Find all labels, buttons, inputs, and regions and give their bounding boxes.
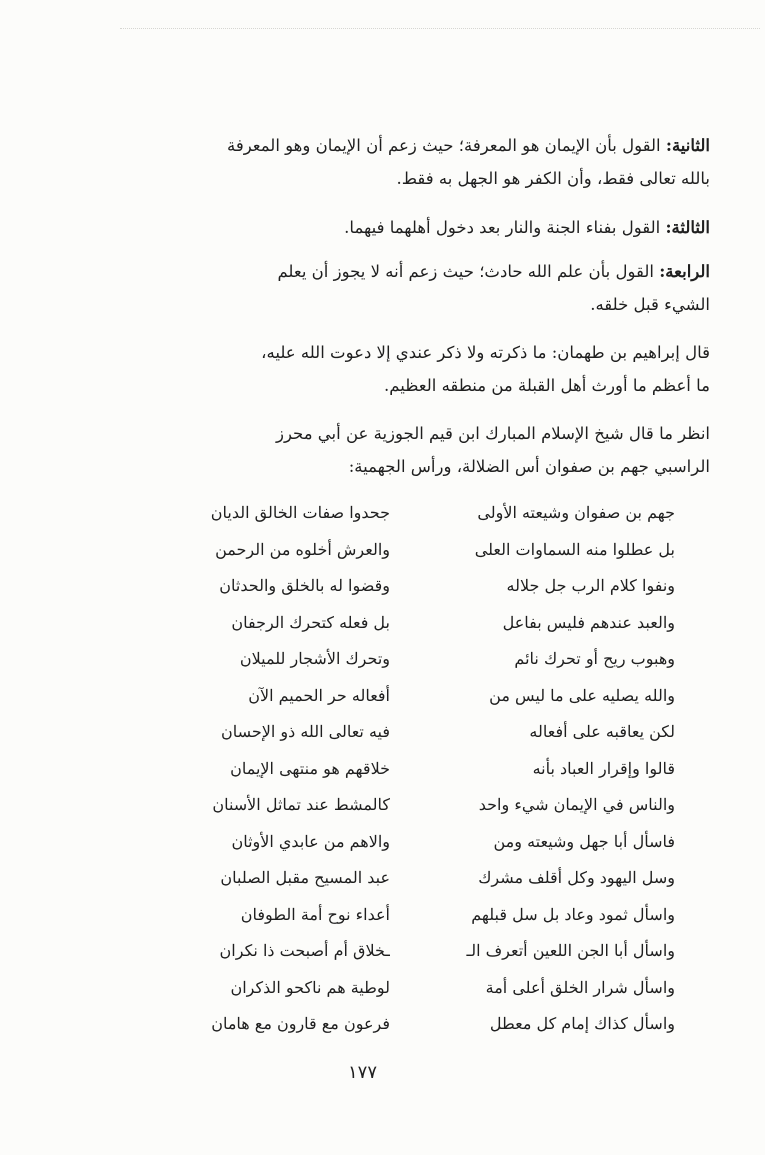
paragraph-line: انظر ما قال شيخ الإسلام المبارك ابن قيم الجوزية عن أبي محرز	[275, 424, 710, 443]
paragraph-text: القول بفناء الجنة والنار بعد دخول أهلهما فيهما.	[344, 218, 661, 237]
verse-second-hemistich: خلاقهم هو منتهى الإيمان	[230, 758, 390, 778]
verse-first-hemistich: والناس في الإيمان شيء واحد	[478, 795, 675, 814]
page-number: ١٧٧	[347, 1062, 377, 1083]
verse-first-hemistich: فاسأل أبا جهل وشيعته ومن	[493, 831, 675, 851]
poem-verse	[150, 678, 675, 715]
poem-verse	[150, 605, 675, 642]
poem-verse	[150, 824, 675, 861]
verse-first-hemistich: وهبوب ريح أو تحرك نائم	[514, 649, 675, 668]
poem-verse	[150, 495, 675, 532]
verse-second-hemistich: كالمشط عند تماثل الأسنان	[212, 795, 390, 814]
poem-verse	[150, 897, 675, 934]
verse-first-hemistich: واسأل ثمود وعاد بل سل قبلهم	[471, 904, 675, 924]
poem-verse	[150, 641, 675, 678]
verse-first-hemistich: واسأل أبا الجن اللعين أتعرف الـ	[466, 941, 675, 960]
paragraph-quote-ibrahim	[110, 336, 710, 402]
paragraph-intro-poem	[110, 417, 710, 483]
verse-second-hemistich: فرعون مع قارون مع هامان	[211, 1014, 390, 1033]
verse-first-hemistich: ونفوا كلام الرب جل جلاله	[506, 576, 675, 595]
paragraph-line	[110, 255, 710, 288]
paragraph-line: قال إبراهيم بن طهمان: ما ذكرته ولا ذكر عندي إلا دعوت الله عليه،	[261, 343, 710, 362]
paragraph-label: الرابعة:	[659, 262, 710, 281]
verse-second-hemistich: عبد المسيح مقبل الصلبان	[220, 868, 390, 887]
verse-first-hemistich: واسأل كذاك إمام كل معطل	[489, 1014, 675, 1033]
paragraph-line	[110, 211, 710, 244]
paragraph-line: ما أعظم ما أورث أهل القبلة من منطقه العظيم.	[384, 376, 710, 395]
verse-first-hemistich: لكن يعاقبه على أفعاله	[529, 722, 675, 741]
paragraph-second	[110, 129, 710, 195]
verse-second-hemistich: والعرش أخلوه من الرحمن	[215, 539, 390, 559]
poem-verse	[150, 1006, 675, 1043]
verse-second-hemistich: بل فعله كتحرك الرجفان	[231, 612, 390, 632]
verse-second-hemistich: لوطية هم ناكحو الذكران	[230, 977, 390, 997]
poem-verse	[150, 532, 675, 569]
poem	[150, 495, 675, 1043]
verse-first-hemistich: والعبد عندهم فليس بفاعل	[502, 612, 675, 632]
verse-second-hemistich: والاهم من عابدي الأوثان	[231, 831, 390, 851]
verse-first-hemistich: واسأل شرار الخلق أعلى أمة	[485, 977, 675, 997]
verse-second-hemistich: فيه تعالى الله ذو الإحسان	[220, 722, 390, 741]
verse-first-hemistich: جهم بن صفوان وشيعته الأولى	[477, 503, 675, 522]
verse-second-hemistich: أعداء نوح أمة الطوفان	[240, 904, 390, 924]
verse-second-hemistich: وقضوا له بالخلق والحدثان	[219, 576, 390, 595]
verse-second-hemistich: ـخلاق أم أصبحت ذا نكران	[219, 941, 390, 960]
paragraph-text: القول بأن علم الله حادث؛ حيث زعم أنه لا يجوز أن يعلم	[277, 262, 654, 281]
poem-verse	[150, 860, 675, 897]
verse-first-hemistich: والله يصليه على ما ليس من	[489, 685, 675, 705]
poem-verse	[150, 970, 675, 1007]
paragraph-line: الراسبي جهم بن صفوان أس الضلالة، ورأس الجهمية:	[348, 457, 710, 476]
verse-second-hemistich: جحدوا صفات الخالق الديان	[210, 503, 390, 522]
verse-second-hemistich: أفعاله حر الحميم الآن	[248, 685, 390, 705]
paragraph-line: بالله تعالى فقط، وأن الكفر هو الجهل به فقط.	[396, 169, 710, 188]
paragraph-label: الثالثة:	[665, 218, 710, 237]
verse-first-hemistich: بل عطلوا منه السماوات العلى	[474, 539, 675, 559]
paragraph-label: الثانية:	[665, 136, 710, 155]
top-rule	[120, 28, 760, 30]
poem-verse	[150, 933, 675, 970]
verse-first-hemistich: قالوا وإقرار العباد بأنه	[532, 758, 675, 778]
paragraph-line: الشيء قبل خلقه.	[590, 295, 710, 314]
paragraph-third	[110, 211, 710, 244]
verse-second-hemistich: وتحرك الأشجار للميلان	[239, 649, 390, 668]
paragraph-fourth	[110, 255, 710, 321]
paragraph-line	[110, 129, 710, 162]
poem-verse	[150, 787, 675, 824]
poem-verse	[150, 751, 675, 788]
poem-verse	[150, 568, 675, 605]
verse-first-hemistich: وسل اليهود وكل أقلف مشرك	[478, 868, 675, 887]
poem-verse	[150, 714, 675, 751]
paragraph-text: القول بأن الإيمان هو المعرفة؛ حيث زعم أن الإيمان وهو المعرفة	[226, 136, 661, 155]
